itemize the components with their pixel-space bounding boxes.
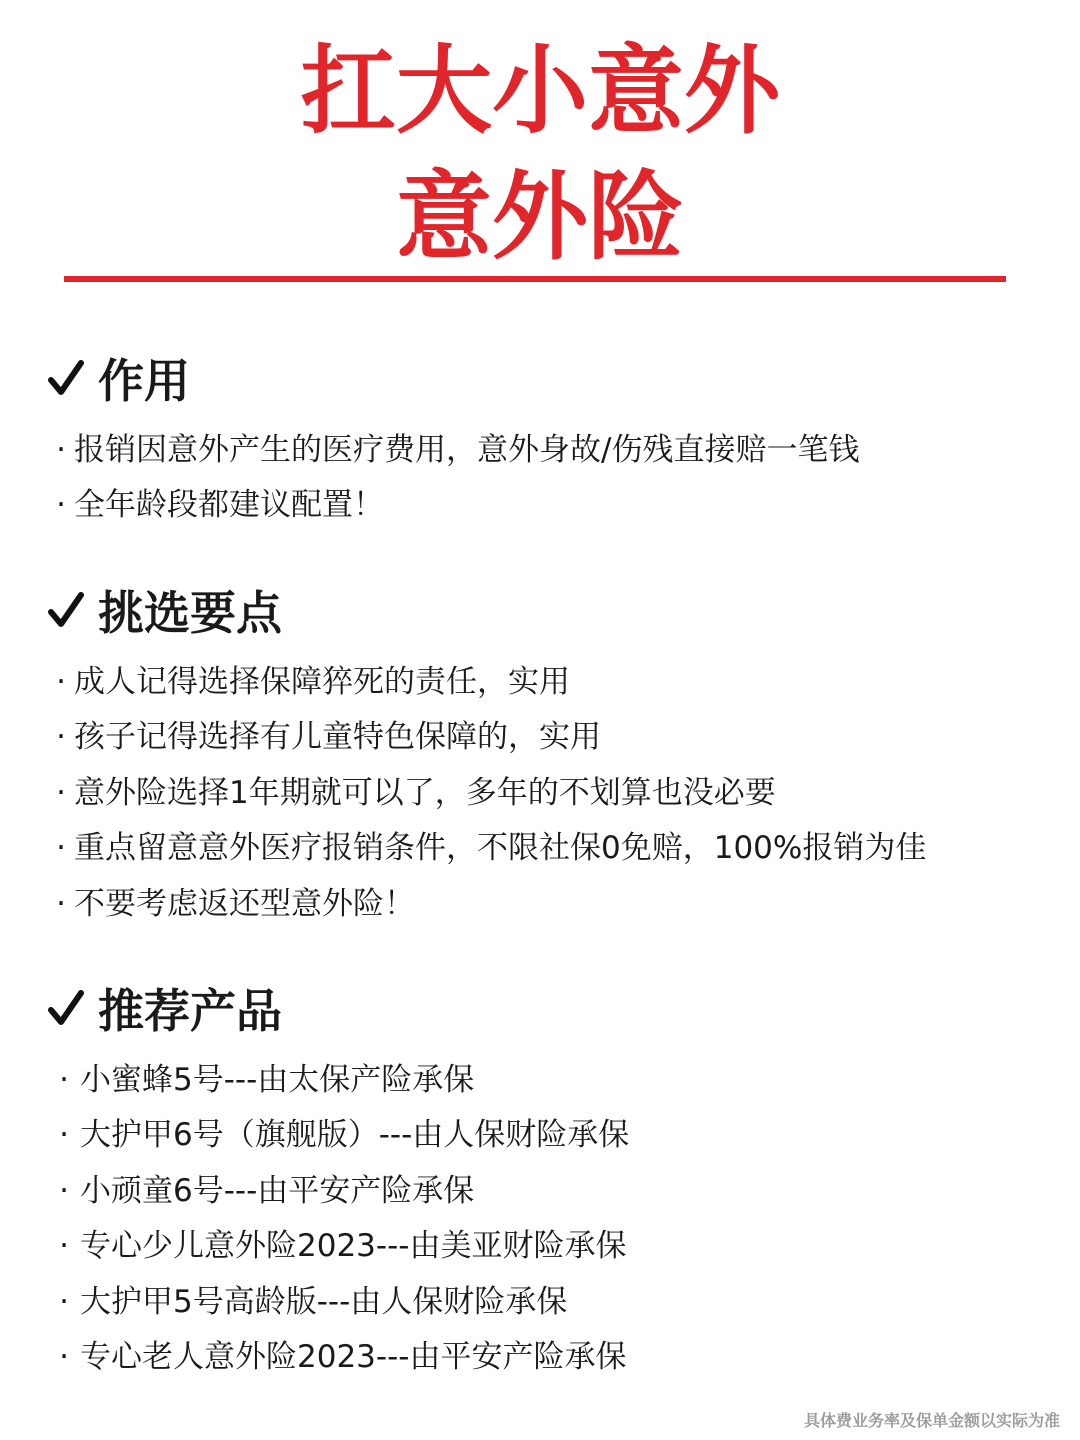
section-heading-label: 推荐产品 bbox=[98, 984, 282, 1038]
section-heading-tips bbox=[48, 582, 282, 638]
section-heading-function bbox=[48, 350, 190, 406]
list-item-text: 成人记得选择保障猝死的责任，实用 bbox=[74, 664, 570, 700]
bullet: · bbox=[56, 885, 66, 922]
list-item bbox=[48, 655, 926, 710]
page-title-line1: 扛大小意外 bbox=[300, 35, 780, 147]
bullet: · bbox=[56, 774, 66, 811]
list-item-text: 专心少儿意外险2023---由美亚财险承保 bbox=[80, 1228, 627, 1265]
check-icon bbox=[48, 590, 84, 630]
bullet: · bbox=[56, 487, 66, 524]
bullet: · bbox=[56, 664, 66, 700]
list-item bbox=[48, 1330, 629, 1385]
list-item bbox=[48, 478, 859, 533]
bullet: · bbox=[59, 1228, 69, 1265]
section-heading-products bbox=[48, 980, 282, 1036]
bullet: · bbox=[56, 719, 66, 756]
list-item-text: 全年龄段都建议配置！ bbox=[74, 487, 384, 524]
bullet: · bbox=[56, 432, 66, 468]
list-item-text: 孩子记得选择有儿童特色保障的，实用 bbox=[74, 719, 601, 756]
bullet: · bbox=[56, 830, 66, 867]
list-item bbox=[48, 1219, 629, 1274]
list-item bbox=[48, 1164, 629, 1219]
check-icon bbox=[48, 358, 84, 398]
page-title-line2: 意外险 bbox=[396, 161, 684, 273]
list-item bbox=[48, 877, 926, 932]
list-item bbox=[48, 1053, 629, 1108]
title-divider bbox=[64, 276, 1006, 282]
list-item-text: 不要考虑返还型意外险！ bbox=[74, 885, 415, 922]
tips-list bbox=[48, 655, 926, 932]
bullet: · bbox=[59, 1062, 69, 1098]
bullet: · bbox=[59, 1172, 69, 1209]
footnote: 具体费业务率及保单金额以实际为准 bbox=[803, 1411, 1060, 1430]
list-item-text: 专心老人意外险2023---由平安产险承保 bbox=[80, 1338, 627, 1375]
bullet: · bbox=[59, 1338, 69, 1375]
list-item-text: 小蜜蜂5号---由太保产险承保 bbox=[80, 1062, 475, 1098]
list-item-text: 重点留意意外医疗报销条件，不限社保0免赔，100%报销为佳 bbox=[74, 830, 927, 867]
list-item bbox=[48, 1108, 629, 1163]
list-item-text: 大护甲5号高龄版---由人保财险承保 bbox=[80, 1283, 568, 1320]
list-item bbox=[48, 423, 859, 478]
bullet: · bbox=[59, 1283, 69, 1320]
list-item bbox=[48, 710, 926, 765]
list-item bbox=[48, 1275, 629, 1330]
section-heading-label: 挑选要点 bbox=[98, 586, 282, 640]
products-list bbox=[48, 1053, 629, 1385]
list-item-text: 意外险选择1年期就可以了，多年的不划算也没必要 bbox=[74, 774, 776, 811]
function-list bbox=[48, 423, 859, 534]
list-item bbox=[48, 821, 926, 876]
bullet: · bbox=[59, 1117, 69, 1154]
list-item-text: 小顽童6号---由平安产险承保 bbox=[80, 1172, 475, 1209]
check-icon bbox=[48, 988, 84, 1028]
list-item-text: 大护甲6号（旗舰版）---由人保财险承保 bbox=[80, 1117, 630, 1154]
section-heading-label: 作用 bbox=[98, 354, 190, 408]
list-item bbox=[48, 766, 926, 821]
list-item-text: 报销因意外产生的医疗费用，意外身故/伤残直接赔一笔钱 bbox=[74, 432, 860, 468]
